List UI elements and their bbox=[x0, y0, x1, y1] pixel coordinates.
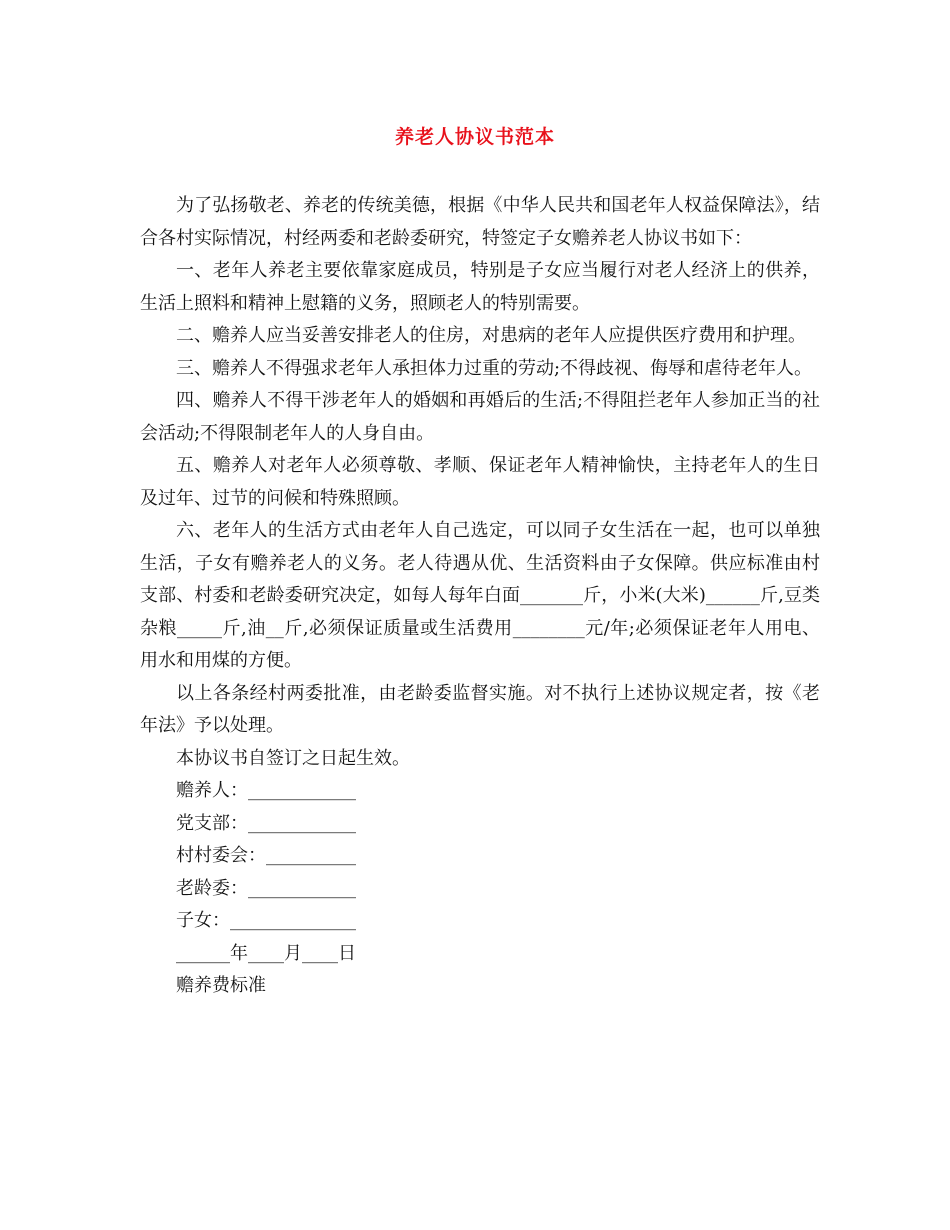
paragraph-clause-6: 六、老年人的生活方式由老年人自己选定，可以同子女生活在一起，也可以单独生活，子女有赡养老人的义务。老人待遇从优、生活资料由子女保障。供应标准由村支部、村委和老龄委研究决定，如每人每年白面_______斤，小米(大米)______斤,豆类杂粮_____斤,油__斤,必须保证质量或生活费用________元/年;必须保证老年人用电、用水和用煤的方便。 bbox=[140, 520, 820, 671]
paragraph-enforcement: 以上各条经村两委批准，由老龄委监督实施。对不执行上述协议规定者，按《老年法》予以处理。 bbox=[140, 682, 820, 736]
document-body bbox=[140, 190, 820, 1003]
signature-supporter: 赡养人：____________ bbox=[176, 780, 356, 801]
signature-children: 子女：______________ bbox=[176, 910, 356, 931]
signature-date: ______年____月____日 bbox=[176, 942, 356, 964]
signature-village-committee: 村村委会：__________ bbox=[176, 845, 356, 866]
paragraph-clause-3: 三、赡养人不得强求老年人承担体力过重的劳动;不得歧视、侮辱和虐待老年人。 bbox=[176, 357, 813, 379]
paragraph-clause-1: 一、老年人养老主要依靠家庭成员，特别是子女应当履行对老人经济上的供养，生活上照料和精神上慰籍的义务，照顾老人的特别需要。 bbox=[140, 260, 820, 314]
paragraph-intro: 为了弘扬敬老、养老的传统美德，根据《中华人民共和国老年人权益保障法》，结合各村实际情况，村经两委和老龄委研究，特签定子女赡养老人协议书如下： bbox=[140, 195, 820, 249]
paragraph-clause-2: 二、赡养人应当妥善安排老人的住房，对患病的老年人应提供医疗费用和护理。 bbox=[176, 325, 806, 346]
signature-aging-committee: 老龄委：____________ bbox=[176, 877, 356, 899]
paragraph-clause-4: 四、赡养人不得干涉老年人的婚姻和再婚后的生活;不得阻拦老年人参加正当的社会活动;不得限制老年人的人身自由。 bbox=[140, 390, 820, 444]
effective-statement: 本协议书自签订之日起生效。 bbox=[176, 747, 410, 769]
document-title: 养老人协议书范本 bbox=[394, 126, 555, 148]
signature-party-branch: 党支部：____________ bbox=[176, 812, 356, 834]
paragraph-clause-5: 五、赡养人对老年人必须尊敬、孝顺、保证老年人精神愉快，主持老年人的生日及过年、过节的问候和特殊照顾。 bbox=[140, 455, 820, 509]
support-fee-standard: 赡养费标准 bbox=[176, 975, 266, 996]
